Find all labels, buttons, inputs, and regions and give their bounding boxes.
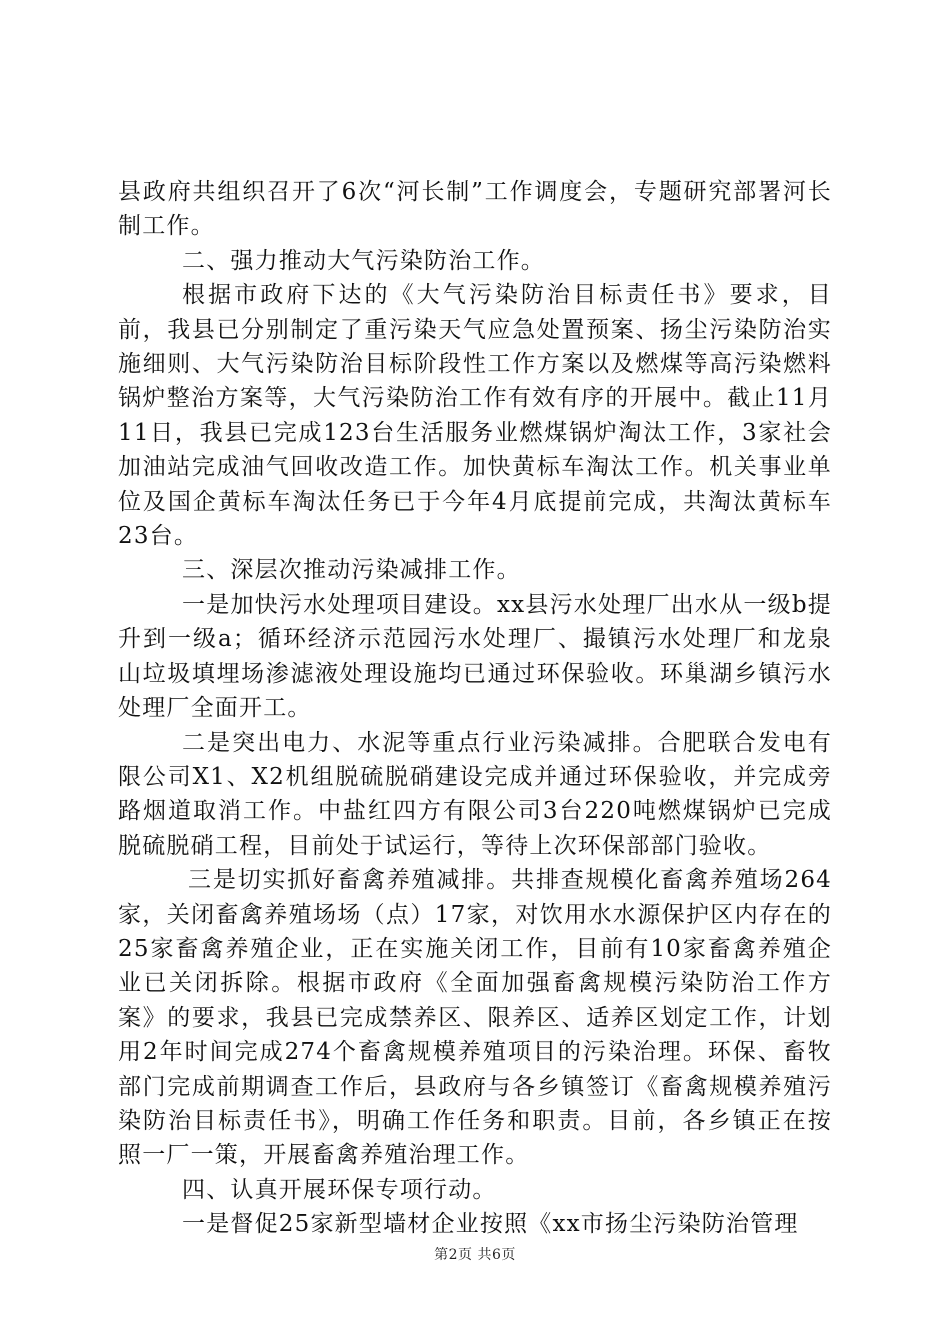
page-footer (0, 1244, 950, 1264)
section-heading-4: 四、认真开展环保专项行动。 (182, 1176, 497, 1203)
paragraph-air-pollution: 根据市政府下达的《大气污染防治目标责任书》要求，目前，我县已分别制定了重污染天气应急处置预案、扬尘污染防治实施细则、大气污染防治目标阶段性工作方案以及燃煤等高污染燃料锅炉整治方案等，大气污染防治工作有效有序的开展中。截止11月11日，我县已完成123台生活服务业燃煤锅炉淘汰工作，3家社会加油站完成油气回收改造工作。加快黄标车淘汰工作。机关事业单位及国企黄标车淘汰任务已于今年4月底提前完成，共淘汰黄标车23台。 (118, 282, 832, 550)
document-body (118, 175, 832, 1242)
page-number-label: 第2页 共6页 (434, 1247, 516, 1263)
paragraph-livestock-reduction: 三是切实抓好畜禽养殖减排。共排查规模化畜禽养殖场264家，关闭畜禽养殖场场（点）17家，对饮用水水源保护区内存在的25家畜禽养殖企业，正在实施关闭工作，目前有10家畜禽养殖企业已关闭拆除。根据市政府《全面加强畜禽规模污染防治工作方案》的要求，我县已完成禁养区、限养区、适养区划定工作，计划用2年时间完成274个畜禽规模养殖项目的污染治理。环保、畜牧部门完成前期调查工作后，县政府与各乡镇签订《畜禽规模养殖污染防治目标责任书》，明确工作任务和职责。目前，各乡镇正在按照一厂一策，开展畜禽养殖治理工作。 (118, 867, 832, 1169)
paragraph-continuation: 县政府共组织召开了6次“河长制”工作调度会，专题研究部署河长制工作。 (118, 179, 832, 240)
section-heading-3: 三、深层次推动污染减排工作。 (182, 557, 521, 584)
paragraph-sewage-projects: 一是加快污水处理项目建设。xx县污水处理厂出水从一级b提升到一级a；循环经济示范园污水处理厂、撮镇污水处理厂和龙泉山垃圾填埋场渗滤液处理设施均已通过环保验收。环巢湖乡镇污水处理厂全面开工。 (118, 591, 832, 722)
paragraph-special-actions: 一是督促25家新型墙材企业按照《xx市扬尘污染防治管理 (182, 1211, 799, 1238)
paragraph-industry-reduction: 二是突出电力、水泥等重点行业污染减排。合肥联合发电有限公司X1、X2机组脱硫脱硝建设完成并通过环保验收，并完成旁路烟道取消工作。中盐红四方有限公司3台220吨燃煤锅炉已完成脱硫脱硝工程，目前处于试运行，等待上次环保部部门验收。 (118, 729, 832, 859)
section-heading-2: 二、强力推动大气污染防治工作。 (182, 247, 545, 274)
